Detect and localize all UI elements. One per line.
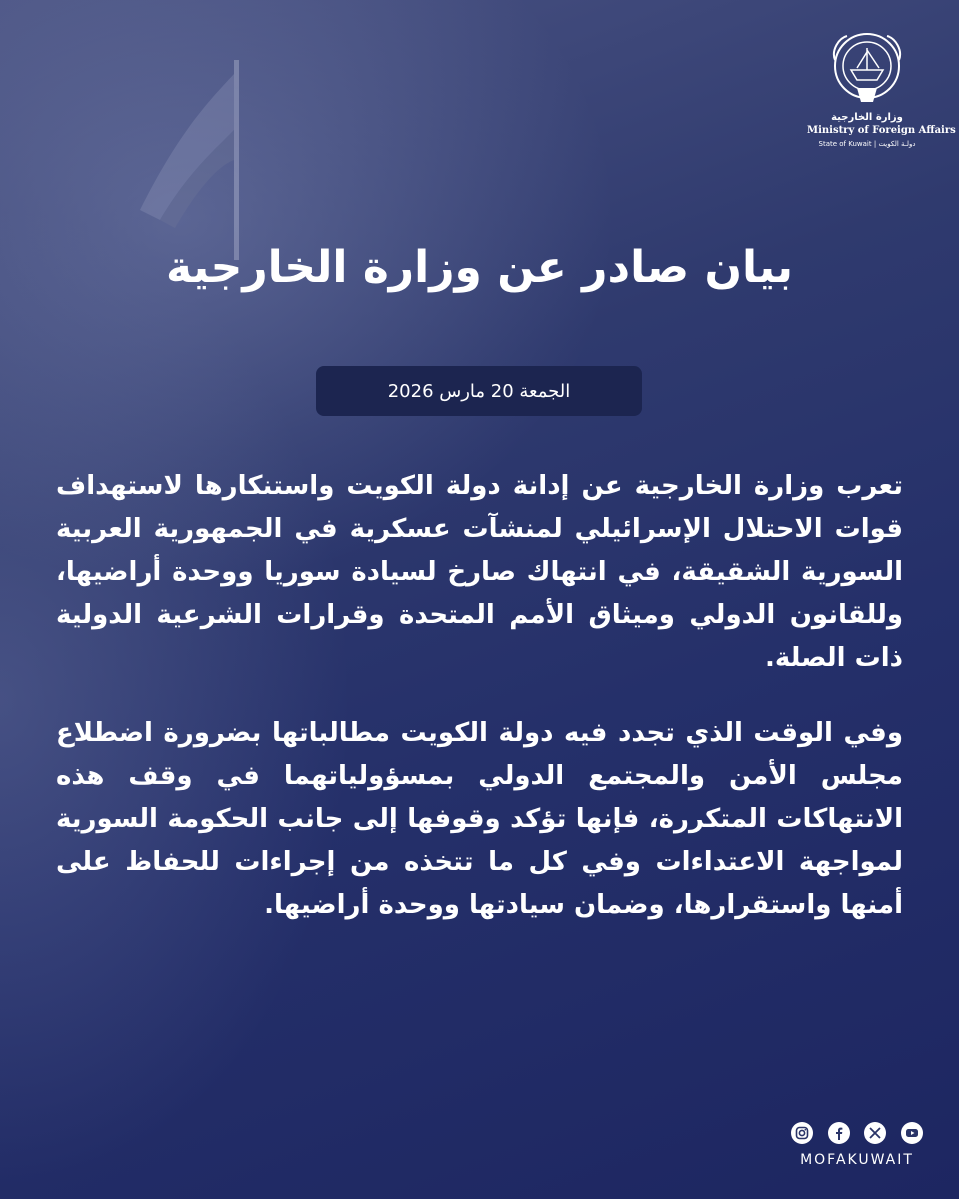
kuwait-emblem-icon xyxy=(831,30,903,108)
ministry-name-english: Ministry of Foreign Affairs xyxy=(807,125,956,136)
statement-paragraph-2: وفي الوقت الذي تجدد فيه دولة الكويت مطالباتها بضرورة اضطلاع مجلس الأمن والمجتمع الدولي بمسؤولياتهما في وقف هذه الانتهاكات المتكررة، فإنها تؤكد وقوفها إلى جانب الحكومة السورية لمواجهة الاعتداءات وفي كل ما تتخذه من إجراءات للحفاظ على أمنها واستقرارها، وضمان سيادتها ووحدة أراضيها. xyxy=(56,718,903,920)
state-name-arabic: دولـة الكويت xyxy=(878,140,916,148)
social-handle: MOFAKUWAIT xyxy=(800,1152,914,1168)
ministry-name-arabic: وزارة الخارجية xyxy=(831,112,903,123)
instagram-icon[interactable] xyxy=(791,1122,813,1144)
statement-paragraph-1: تعرب وزارة الخارجية عن إدانة دولة الكويت واستنكارها لاستهداف قوات الاحتلال الإسرائيلي لمنشآت عسكرية في الجمهورية العربية السورية الشقيقة، في انتهاك صارخ لسيادة سوريا ووحدة أراضيها، وللقانون الدولي وميثاق الأمم المتحدة وقرارات الشرعية الدولية ذات الصلة. xyxy=(56,471,903,673)
social-footer xyxy=(787,1122,927,1168)
facebook-icon[interactable] xyxy=(828,1122,850,1144)
background-flag xyxy=(120,60,260,260)
x-icon[interactable] xyxy=(864,1122,886,1144)
ministry-logo xyxy=(807,30,956,148)
date-badge xyxy=(316,366,642,416)
social-icons xyxy=(787,1122,927,1144)
youtube-icon[interactable] xyxy=(901,1122,923,1144)
statement-title: بيان صادر عن وزارة الخارجية xyxy=(165,242,794,293)
date-text: الجمعة 20 مارس 2026 xyxy=(387,380,571,402)
state-line xyxy=(807,140,927,148)
state-name-english: State of Kuwait xyxy=(818,140,872,148)
state-divider: | xyxy=(873,140,879,148)
